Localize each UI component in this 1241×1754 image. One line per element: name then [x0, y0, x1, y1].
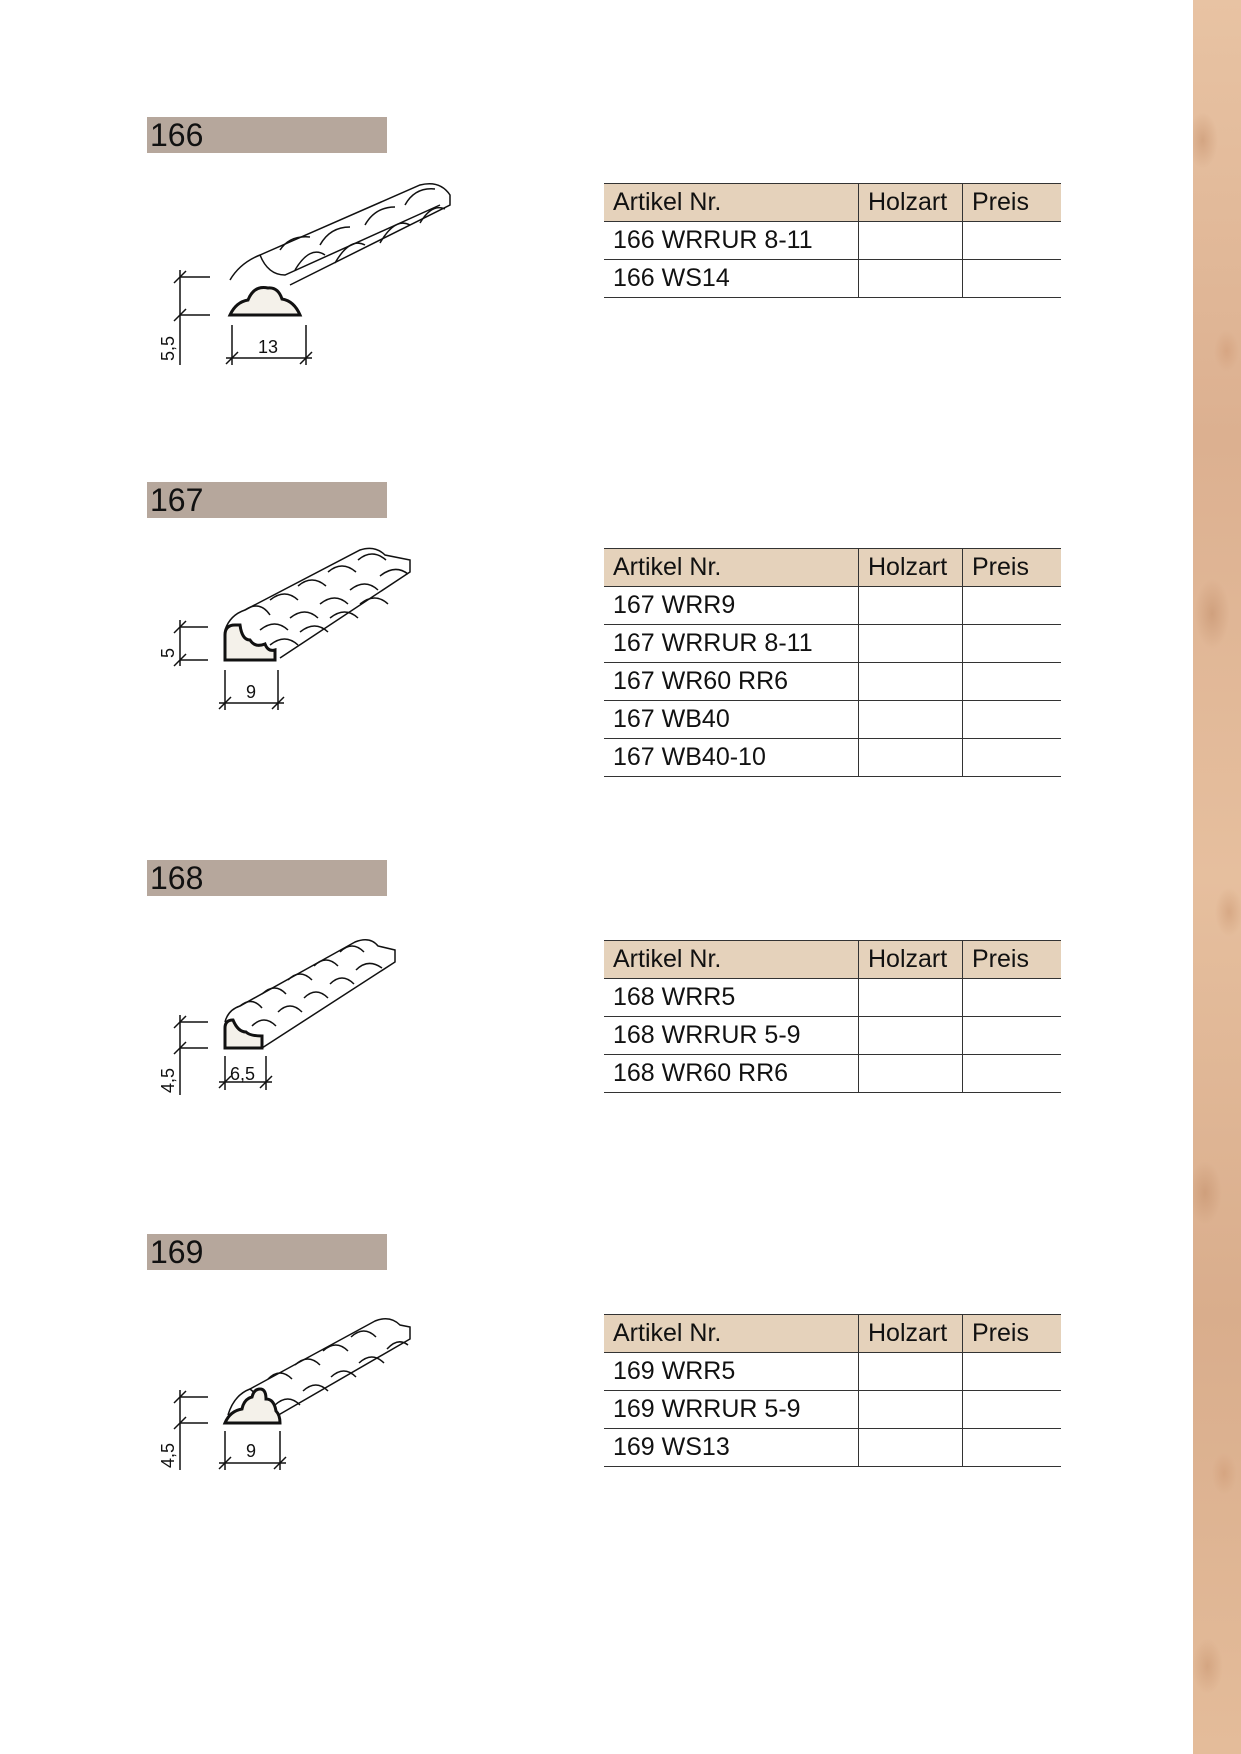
- column-header-holzart: Holzart: [859, 1315, 963, 1353]
- molding-profile-drawing-168: [150, 930, 480, 1100]
- holzart-cell: [859, 1391, 963, 1429]
- preis-cell: [963, 260, 1062, 298]
- dimension-height-label: 4,5: [158, 1067, 178, 1093]
- table-header-row: [604, 184, 1061, 222]
- column-header-preis: Preis: [963, 184, 1062, 222]
- profile-cross-section: [230, 288, 300, 316]
- preis-cell: [963, 1391, 1062, 1429]
- article-number-cell: 169 WRRUR 5-9: [604, 1391, 859, 1429]
- table-row: [604, 1353, 1061, 1391]
- section-number-bar: [147, 482, 387, 518]
- article-number-cell: 167 WRRUR 8-11: [604, 625, 859, 663]
- column-header-artikel-nr: Artikel Nr.: [604, 549, 859, 587]
- section-number-bar: [147, 1234, 387, 1270]
- holzart-cell: [859, 260, 963, 298]
- section-number-bar: [147, 860, 387, 896]
- article-number-cell: 167 WRR9: [604, 587, 859, 625]
- article-number-cell: 169 WS13: [604, 1429, 859, 1467]
- burl-wood-edge-strip: [1193, 0, 1241, 1754]
- column-header-holzart: Holzart: [859, 941, 963, 979]
- preis-cell: [963, 739, 1062, 777]
- preis-cell: [963, 701, 1062, 739]
- dimension-height-label: 4,5: [158, 1442, 178, 1468]
- holzart-cell: [859, 222, 963, 260]
- dimension-lines: [174, 1015, 272, 1095]
- article-table-168: [604, 940, 1061, 1093]
- table-row: [604, 663, 1061, 701]
- column-header-preis: Preis: [963, 1315, 1062, 1353]
- article-table-167: [604, 548, 1061, 777]
- preis-cell: [963, 1353, 1062, 1391]
- preis-cell: [963, 979, 1062, 1017]
- table-row: [604, 1017, 1061, 1055]
- molding-profile-drawing-167: [150, 540, 480, 720]
- holzart-cell: [859, 587, 963, 625]
- table-row: [604, 1429, 1061, 1467]
- article-number-cell: 167 WB40: [604, 701, 859, 739]
- dimension-height-label: 5,5: [158, 335, 178, 361]
- preis-cell: [963, 663, 1062, 701]
- table-row: [604, 587, 1061, 625]
- holzart-cell: [859, 701, 963, 739]
- dimension-width-label: 6,5: [230, 1064, 256, 1084]
- article-number-cell: 166 WS14: [604, 260, 859, 298]
- molding-body: [230, 184, 450, 285]
- profile-cross-section: [225, 1020, 262, 1048]
- holzart-cell: [859, 979, 963, 1017]
- preis-cell: [963, 222, 1062, 260]
- dimension-width-label: 9: [246, 682, 257, 702]
- column-header-holzart: Holzart: [859, 184, 963, 222]
- table-header-row: [604, 941, 1061, 979]
- table-row: [604, 979, 1061, 1017]
- molding-profile-drawing-166: [150, 175, 480, 375]
- article-number-cell: 168 WRR5: [604, 979, 859, 1017]
- section-number-bar: [147, 117, 387, 153]
- article-table-169: [604, 1314, 1061, 1467]
- profile-cross-section: [225, 625, 275, 660]
- holzart-cell: [859, 625, 963, 663]
- article-number-cell: 168 WR60 RR6: [604, 1055, 859, 1093]
- section-number: 168: [150, 860, 204, 896]
- molding-profile-drawing-169: [150, 1305, 480, 1475]
- holzart-cell: [859, 1055, 963, 1093]
- table-row: [604, 222, 1061, 260]
- table-row: [604, 701, 1061, 739]
- table-row: [604, 1391, 1061, 1429]
- holzart-cell: [859, 739, 963, 777]
- preis-cell: [963, 625, 1062, 663]
- article-number-cell: 166 WRRUR 8-11: [604, 222, 859, 260]
- dimension-width-label: 9: [246, 1441, 257, 1461]
- table-row: [604, 625, 1061, 663]
- column-header-artikel-nr: Artikel Nr.: [604, 184, 859, 222]
- dimension-height-label: 5: [158, 647, 178, 658]
- article-number-cell: 168 WRRUR 5-9: [604, 1017, 859, 1055]
- preis-cell: [963, 587, 1062, 625]
- section-number: 166: [150, 117, 204, 153]
- preis-cell: [963, 1017, 1062, 1055]
- column-header-preis: Preis: [963, 941, 1062, 979]
- article-number-cell: 167 WB40-10: [604, 739, 859, 777]
- holzart-cell: [859, 663, 963, 701]
- column-header-holzart: Holzart: [859, 549, 963, 587]
- table-row: [604, 739, 1061, 777]
- profile-cross-section: [225, 1389, 280, 1423]
- section-number: 167: [150, 482, 204, 518]
- table-row: [604, 1055, 1061, 1093]
- article-number-cell: 167 WR60 RR6: [604, 663, 859, 701]
- article-table-166: [604, 183, 1061, 298]
- column-header-artikel-nr: Artikel Nr.: [604, 1315, 859, 1353]
- table-header-row: [604, 549, 1061, 587]
- preis-cell: [963, 1055, 1062, 1093]
- article-number-cell: 169 WRR5: [604, 1353, 859, 1391]
- dimension-width-label: 13: [258, 337, 279, 357]
- table-row: [604, 260, 1061, 298]
- holzart-cell: [859, 1429, 963, 1467]
- preis-cell: [963, 1429, 1062, 1467]
- holzart-cell: [859, 1017, 963, 1055]
- table-header-row: [604, 1315, 1061, 1353]
- column-header-preis: Preis: [963, 549, 1062, 587]
- molding-body: [225, 940, 395, 1048]
- section-number: 169: [150, 1234, 204, 1270]
- column-header-artikel-nr: Artikel Nr.: [604, 941, 859, 979]
- holzart-cell: [859, 1353, 963, 1391]
